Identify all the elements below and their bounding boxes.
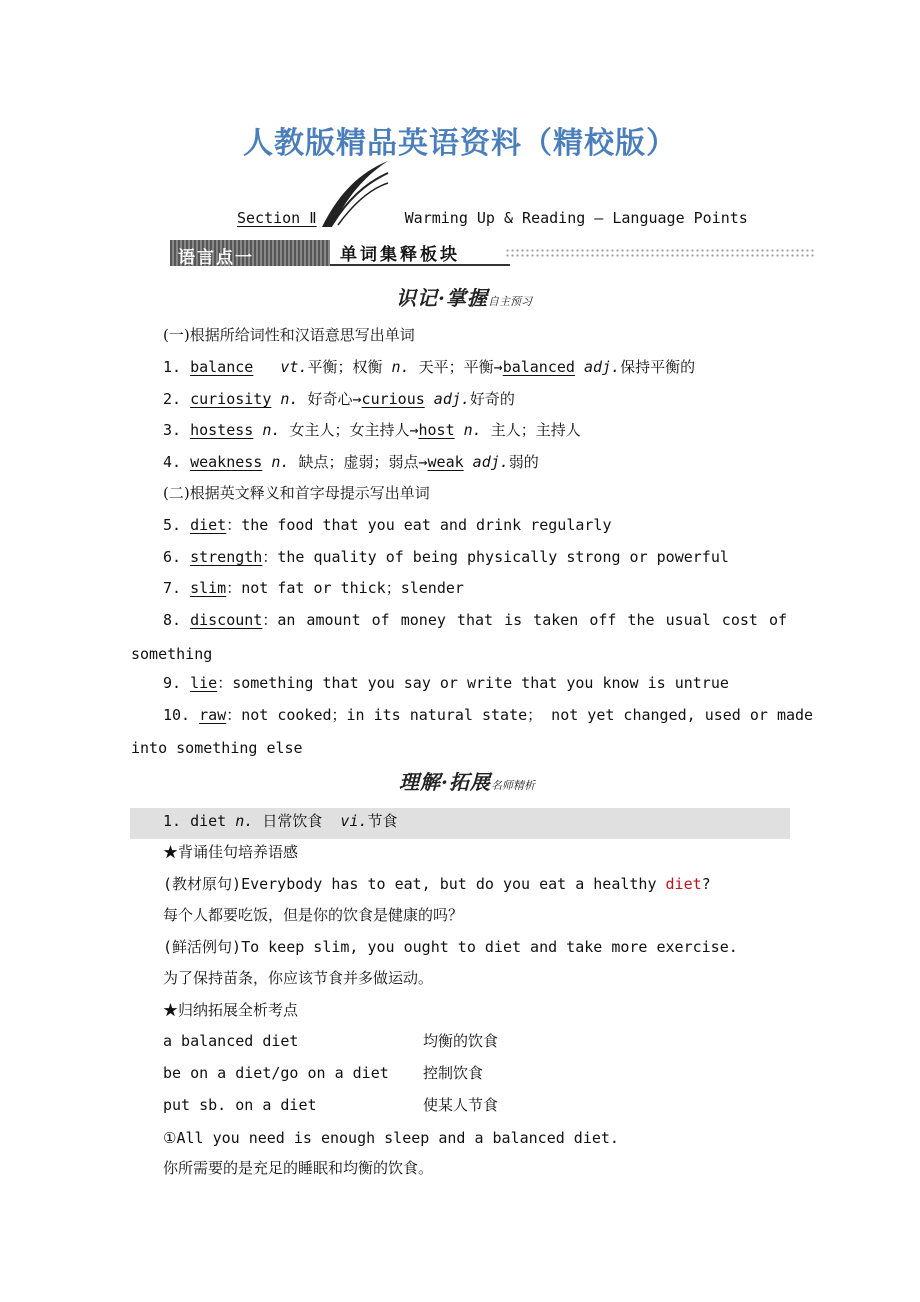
list-item: 8. discount：an amount of money that is taken off the usual cost of <box>163 611 788 629</box>
phrase-row: a balanced diet 均衡的饮食 <box>163 1032 499 1050</box>
answer-word: discount <box>190 611 263 629</box>
caption-recall <box>396 282 532 311</box>
answer-word: hostess <box>190 421 254 439</box>
recite-heading: ★背诵佳句培养语感 <box>163 843 299 861</box>
caption-sub: 自主预习 <box>487 295 532 308</box>
caption-title: 理解·拓展 <box>399 770 491 794</box>
example-sentence: (教材原句)Everybody has to eat, but do you eat a healthy diet? <box>163 875 711 893</box>
answer-word: raw <box>199 706 227 724</box>
list-item: 10. raw：not cooked；in its natural state； not yet changed, used or made <box>163 706 814 724</box>
entry-heading: 1. diet n. 日常饮食 vi.节食 <box>163 812 398 830</box>
section-label: Section Ⅱ <box>237 209 317 227</box>
banner-title: 单词集释板块 <box>340 245 460 265</box>
list-item: 1. balance vt.平衡；权衡 n. 天平；平衡→balanced adj.保持平衡的 <box>163 358 696 376</box>
answer-word: curiosity <box>190 390 272 408</box>
section-topic: Warming Up & Reading — Language Points <box>404 209 748 227</box>
banner-dots <box>505 248 815 258</box>
answer-word: slim <box>190 579 227 597</box>
caption-title: 识记·掌握 <box>396 286 488 310</box>
list-item-continuation: into something else <box>131 739 303 757</box>
example-translation: 你所需要的是充足的睡眠和均衡的饮食。 <box>163 1159 434 1177</box>
list-item: 7. slim：not fat or thick；slender <box>163 579 464 597</box>
example-translation: 为了保持苗条，你应该节食并多做运动。 <box>163 969 434 987</box>
expand-heading: ★归纳拓展全析考点 <box>163 1001 299 1019</box>
answer-word: diet <box>190 516 227 534</box>
derived-word: host <box>418 421 455 439</box>
caption-sub: 名师精析 <box>490 779 535 792</box>
derived-word: curious <box>361 390 425 408</box>
list-item: 3. hostess n. 女主人；女主持人→host n. 主人；主持人 <box>163 421 581 439</box>
list-item-continuation: something <box>131 645 213 663</box>
list-item: 6. strength：the quality of being physically strong or powerful <box>163 548 729 566</box>
example-sentence: ①All you need is enough sleep and a balanced diet. <box>163 1129 619 1147</box>
caption-understand <box>399 766 535 795</box>
list-item: 5. diet：the food that you eat and drink regularly <box>163 516 612 534</box>
list-item: 9. lie：something that you say or write that you know is untrue <box>163 674 729 692</box>
list-item: 4. weakness n. 缺点；虚弱；弱点→weak adj.弱的 <box>163 453 539 471</box>
answer-word: balance <box>190 358 254 376</box>
answer-word: lie <box>190 674 218 692</box>
list-item: 2. curiosity n. 好奇心→curious adj.好奇的 <box>163 390 515 408</box>
vocab-banner <box>170 238 818 268</box>
derived-word: balanced <box>502 358 575 376</box>
derived-word: weak <box>427 453 464 471</box>
highlighted-word: diet <box>665 875 702 893</box>
example-translation: 每个人都要吃饭，但是你的饮食是健康的吗？ <box>163 906 464 924</box>
example-sentence: (鲜活例句)To keep slim, you ought to diet and take more exercise. <box>163 938 738 956</box>
page-title: 人教版精品英语资料（精校版） <box>243 126 677 161</box>
group2-heading: (二)根据英文释义和首字母提示写出单词 <box>163 484 430 502</box>
banner-tag-box <box>170 240 330 266</box>
phrase-row: put sb. on a diet 使某人节食 <box>163 1096 499 1114</box>
answer-word: weakness <box>190 453 263 471</box>
answer-word: strength <box>190 548 263 566</box>
phrase-row: be on a diet/go on a diet 控制饮食 <box>163 1064 484 1082</box>
banner-tag: 语言点一 <box>178 248 254 268</box>
group1-heading: (一)根据所给词性和汉语意思写出单词 <box>163 326 415 344</box>
section-heading <box>237 209 748 227</box>
